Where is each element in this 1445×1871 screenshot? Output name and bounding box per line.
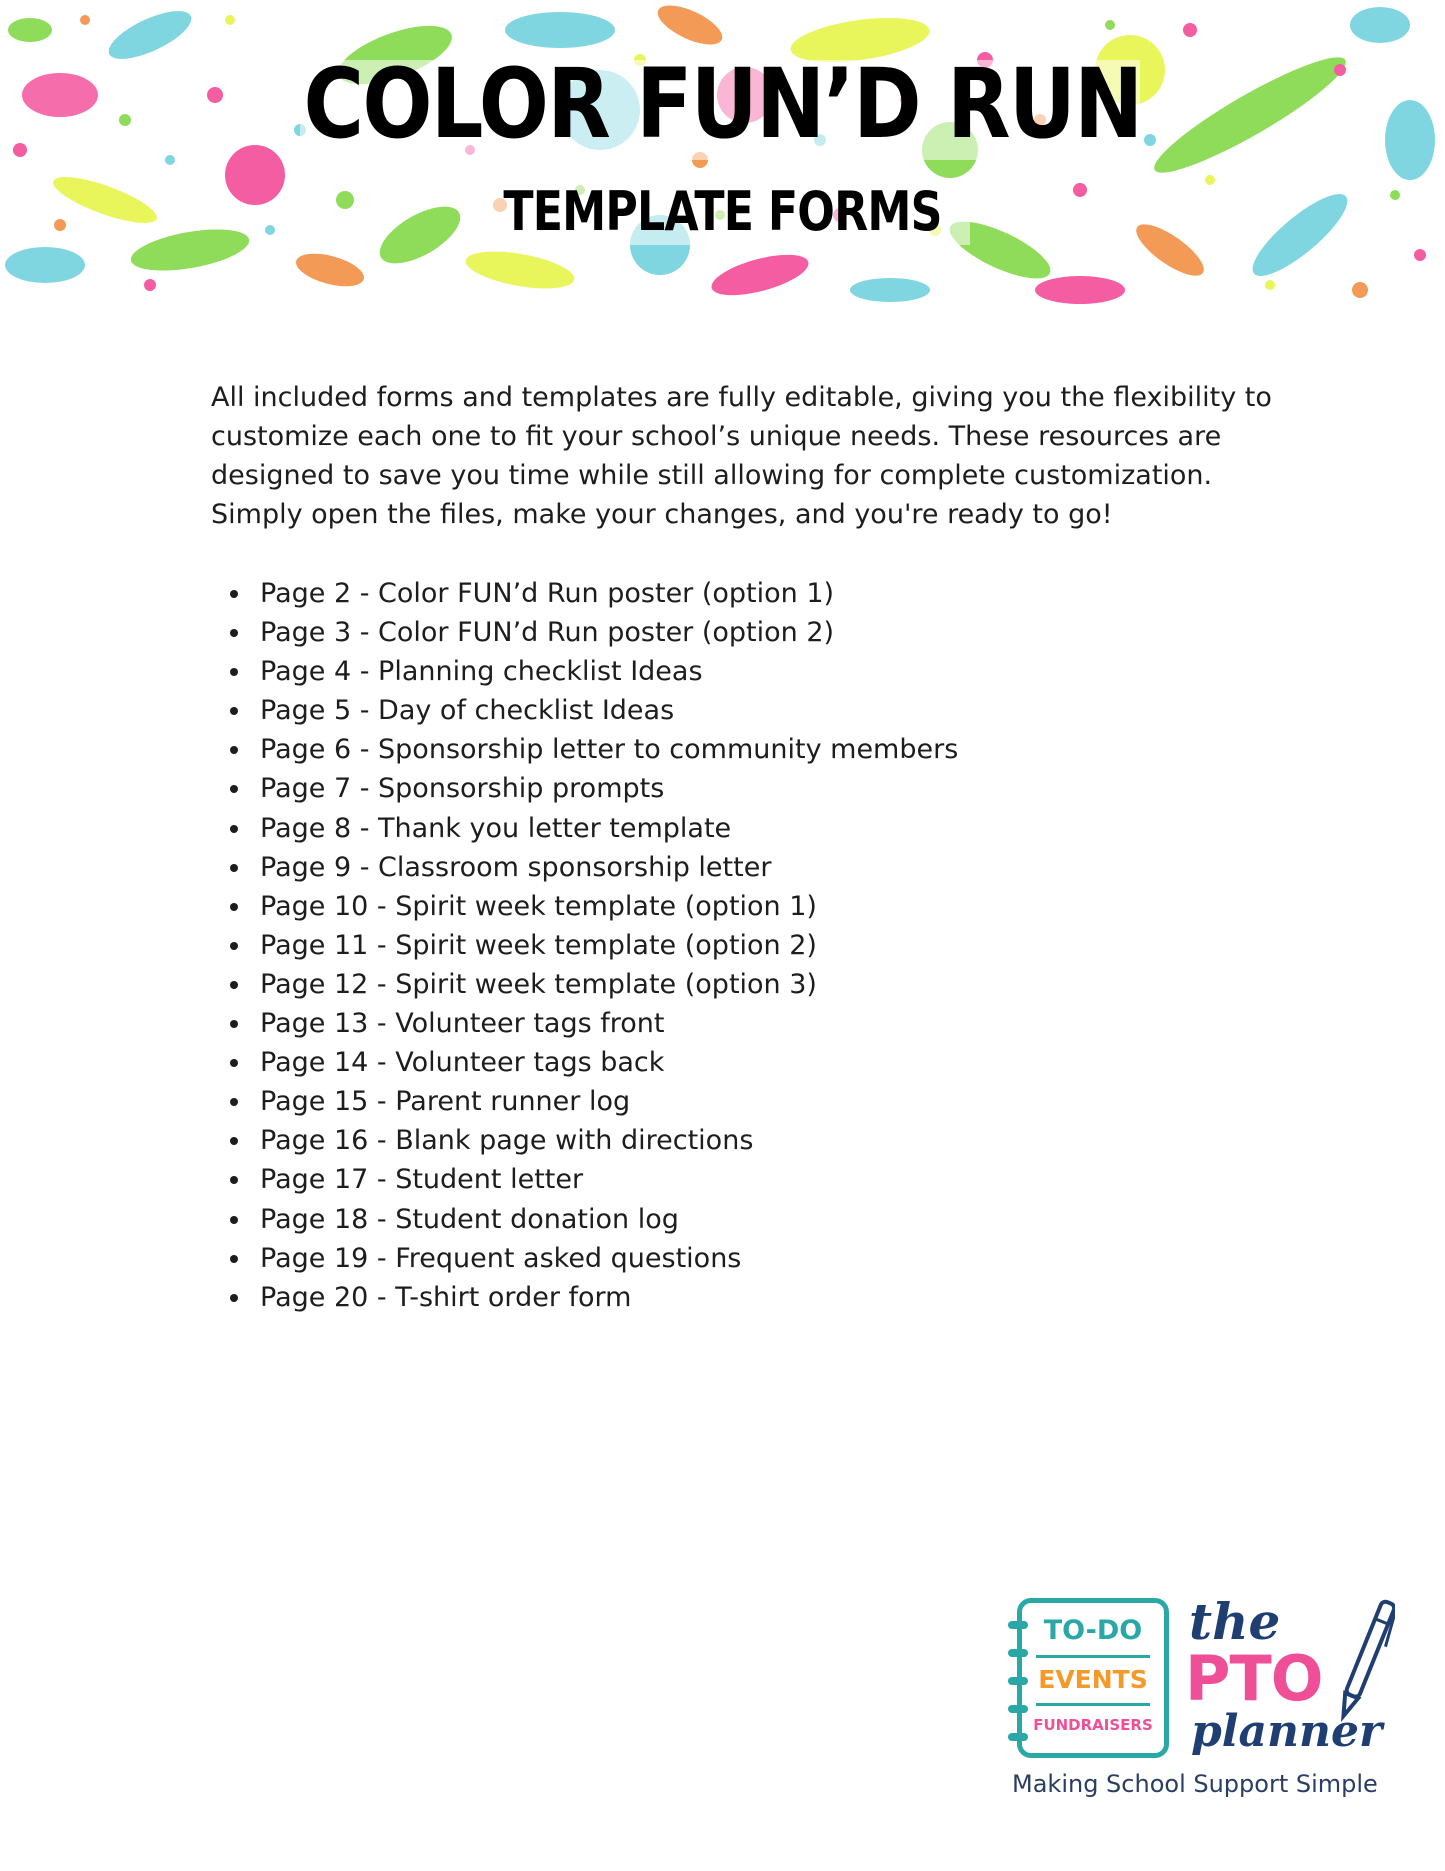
list-item-label: Page 3 - Color FUN’d Run poster (option 2)	[260, 617, 835, 649]
brand-pto: PTO	[1185, 1642, 1323, 1715]
bullet-icon	[230, 1098, 238, 1106]
notebook-line-todo: TO-DO	[1043, 1615, 1143, 1646]
bullet-icon	[230, 825, 238, 833]
brand-planner: planner	[1191, 1706, 1383, 1757]
list-item	[211, 1239, 1111, 1278]
page-subtitle: TEMPLATE FORMS	[503, 180, 942, 243]
bullet-icon	[230, 1020, 238, 1028]
bullet-icon	[230, 1294, 238, 1302]
list-item-label: Page 9 - Classroom sponsorship letter	[260, 851, 772, 883]
list-item	[211, 1043, 1111, 1082]
list-item	[211, 691, 1111, 730]
list-item-label: Page 6 - Sponsorship letter to community members	[260, 734, 959, 766]
bullet-icon	[230, 1216, 238, 1224]
list-item	[211, 1004, 1111, 1043]
list-item-label: Page 2 - Color FUN’d Run poster (option 1)	[260, 578, 835, 609]
list-item-label: Page 13 - Volunteer tags front	[260, 1008, 665, 1040]
list-item-label: Page 4 - Planning checklist Ideas	[260, 656, 703, 688]
page-list	[211, 574, 1111, 1317]
bullet-icon	[230, 1137, 238, 1145]
list-item-label: Page 20 - T-shirt order form	[260, 1281, 632, 1313]
list-item	[211, 574, 1111, 613]
intro-paragraph: All included forms and templates are fully editable, giving you the flexibility to customize each one to fit your school’s unique needs. These resources are designed to save you time while still allowing for complete customization. Simply open the files, make your changes, and you're ready to go!	[211, 382, 1272, 530]
brand-the: the	[1189, 1592, 1281, 1651]
list-item	[211, 1200, 1111, 1239]
header-banner	[0, 0, 1445, 305]
logo-tagline: Making School Support Simple	[1012, 1770, 1378, 1798]
list-item-label: Page 12 - Spirit week template (option 3)	[260, 968, 817, 1000]
bullet-icon	[230, 1255, 238, 1263]
list-item	[211, 652, 1111, 691]
notebook-line-events: EVENTS	[1038, 1665, 1148, 1694]
list-item	[211, 926, 1111, 965]
bullet-icon	[230, 1059, 238, 1067]
notebook-rule	[1036, 1703, 1150, 1706]
bullet-icon	[230, 668, 238, 676]
list-item	[211, 809, 1111, 848]
list-item-label: Page 19 - Frequent asked questions	[260, 1242, 742, 1274]
bullet-icon	[230, 981, 238, 989]
list-item	[211, 1278, 1111, 1317]
list-item-label: Page 10 - Spirit week template (option 1)	[260, 890, 817, 922]
list-item-label: Page 17 - Student letter	[260, 1164, 584, 1196]
list-item-label: Page 14 - Volunteer tags back	[260, 1047, 665, 1079]
notebook-ring	[1008, 1649, 1028, 1657]
list-item	[211, 613, 1111, 652]
list-item-label: Page 11 - Spirit week template (option 2)	[260, 929, 817, 961]
list-item	[211, 1160, 1111, 1199]
list-item	[211, 730, 1111, 769]
notebook-icon	[1017, 1598, 1169, 1758]
bullet-icon	[230, 590, 238, 598]
list-item	[211, 769, 1111, 808]
list-item-label: Page 18 - Student donation log	[260, 1203, 679, 1235]
list-item	[211, 887, 1111, 926]
notebook-ring	[1008, 1733, 1028, 1741]
page-title: COLOR FUN’D RUN	[303, 48, 1142, 160]
list-item-label: Page 8 - Thank you letter template	[260, 812, 732, 844]
bullet-icon	[230, 864, 238, 872]
notebook-line-fundraisers: FUNDRAISERS	[1033, 1716, 1153, 1734]
notebook-rule	[1036, 1655, 1150, 1658]
bullet-icon	[230, 746, 238, 754]
pto-planner-logo	[1005, 1590, 1405, 1810]
bullet-icon	[230, 942, 238, 950]
list-item-label: Page 16 - Blank page with directions	[260, 1125, 754, 1157]
bullet-icon	[230, 1176, 238, 1184]
list-item	[211, 1082, 1111, 1121]
list-item-label: Page 5 - Day of checklist Ideas	[260, 695, 675, 727]
list-item	[211, 848, 1111, 887]
bullet-icon	[230, 629, 238, 637]
notebook-ring	[1008, 1705, 1028, 1713]
bullet-icon	[230, 707, 238, 715]
list-item-label: Page 15 - Parent runner log	[260, 1086, 631, 1118]
bullet-icon	[230, 903, 238, 911]
pen-icon	[1335, 1590, 1395, 1730]
list-item	[211, 965, 1111, 1004]
list-item	[211, 1121, 1111, 1160]
list-item-label: Page 7 - Sponsorship prompts	[260, 773, 665, 805]
bullet-icon	[230, 785, 238, 793]
